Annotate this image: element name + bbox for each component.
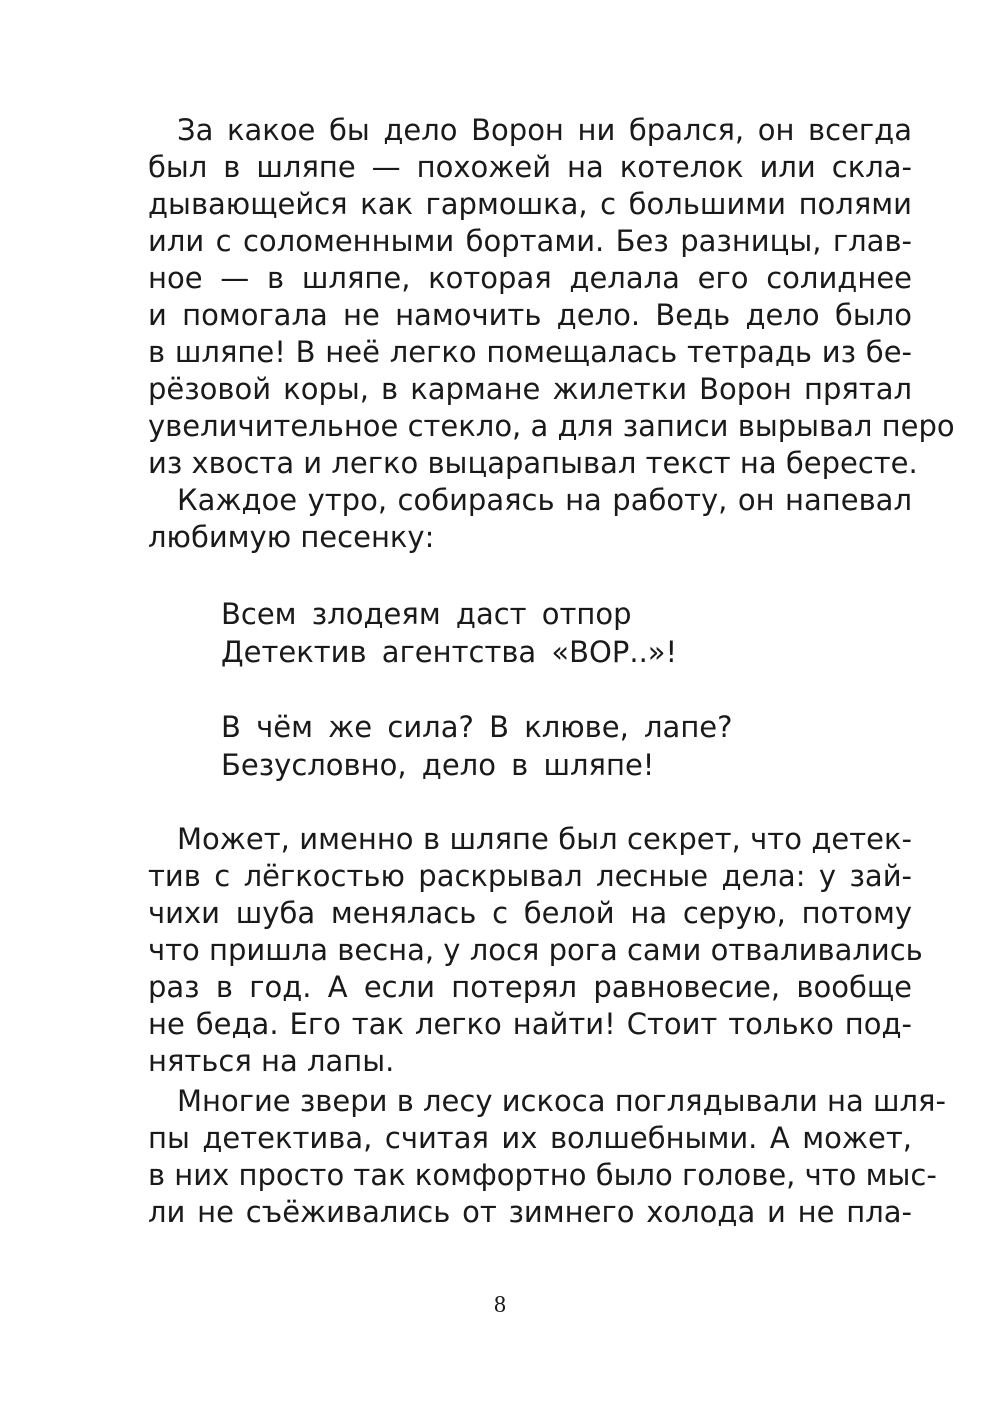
text-line: не беда. Его так легко найти! Стоит только под-: [148, 1007, 912, 1041]
text-line: рёзовой коры, в кармане жилетки Ворон прятал: [148, 372, 912, 406]
text-line: няться на лапы.: [148, 1044, 395, 1078]
verse-line: Безусловно, дело в шляпе!: [221, 748, 655, 782]
verse-line: Детектив агентства «ВОР..»!: [221, 635, 678, 669]
page-number: 8: [494, 1292, 506, 1318]
text-line: дывающейся как гармошка, с большими полями: [148, 187, 912, 221]
verse-line: В чём же сила? В клюве, лапе?: [221, 710, 733, 744]
text-line: тив с лёгкостью раскрывал лесные дела: у зай-: [148, 859, 912, 893]
text-line: и помогала не намочить дело. Ведь дело было: [148, 298, 912, 332]
text-line: Каждое утро, собираясь на работу, он напевал: [177, 483, 912, 517]
text-line: пы детектива, считая их волшебными. А может,: [148, 1121, 912, 1155]
text-line: был в шляпе — похожей на котелок или скла-: [148, 150, 912, 184]
text-line: из хвоста и легко выцарапывал текст на бересте.: [148, 446, 918, 480]
text-line: ное — в шляпе, которая делала его солиднее: [148, 261, 912, 295]
text-line: Может, именно в шляпе был секрет, что детек-: [177, 822, 912, 856]
text-line: или с соломенными бортами. Без разницы, глав-: [148, 224, 912, 258]
text-line: в них просто так комфортно было голове, что мыс-: [148, 1158, 937, 1192]
text-line: чихи шуба менялась с белой на серую, потому: [148, 896, 912, 930]
text-line: раз в год. А если потерял равновесие, вообще: [148, 970, 912, 1004]
text-line: За какое бы дело Ворон ни брался, он всегда: [177, 113, 912, 147]
text-line: что пришла весна, у лося рога сами отваливались: [148, 933, 923, 967]
text-line: увеличительное стекло, а для записи вырывал перо: [148, 409, 955, 443]
text-line: ли не съёживались от зимнего холода и не пла-: [148, 1195, 912, 1229]
text-line: любимую песенку:: [148, 520, 435, 554]
text-line: Многие звери в лесу искоса поглядывали на шля-: [177, 1084, 946, 1118]
verse-line: Всем злодеям даст отпор: [221, 597, 632, 631]
text-line: в шляпе! В неё легко помещалась тетрадь из бе-: [148, 335, 912, 369]
